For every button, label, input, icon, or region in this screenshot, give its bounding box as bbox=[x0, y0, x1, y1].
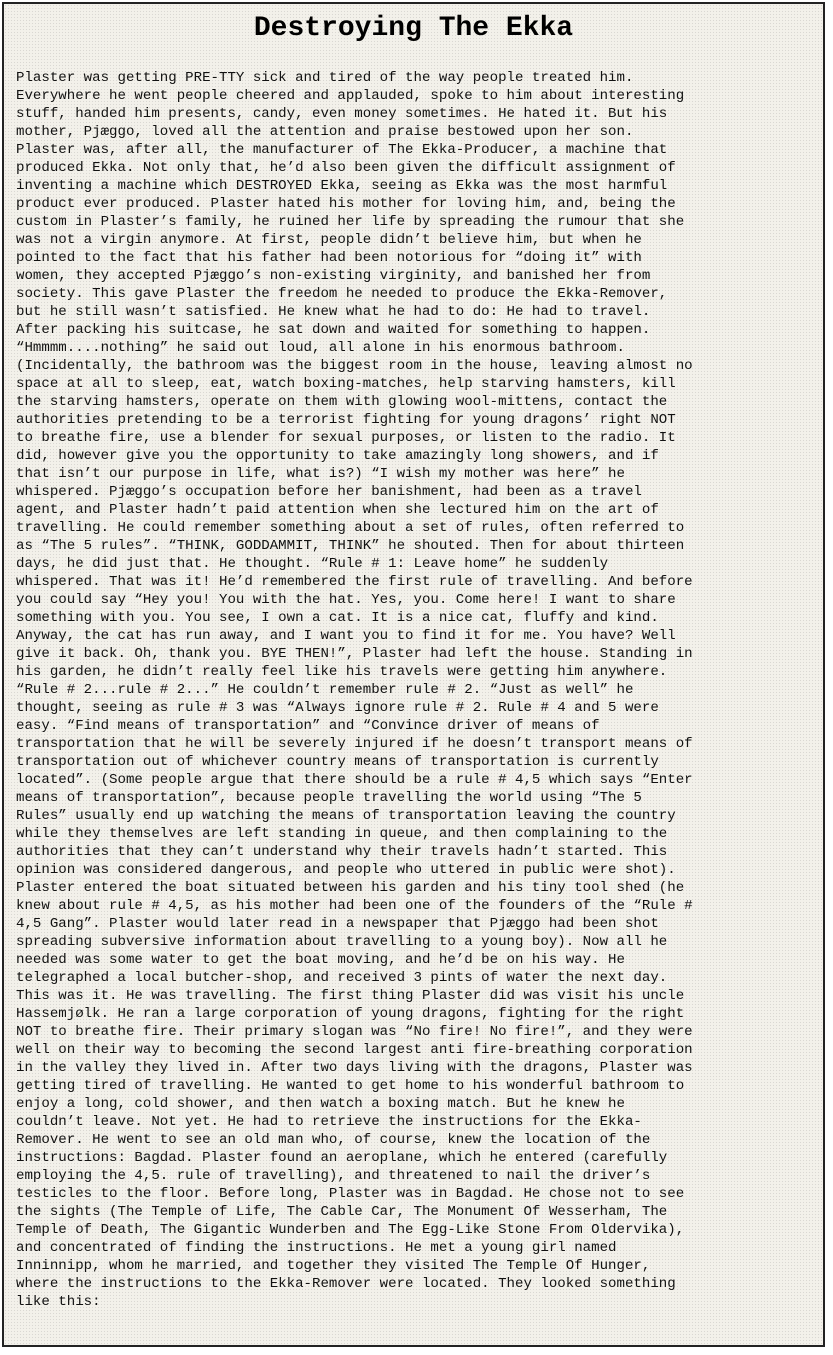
document-title: Destroying The Ekka bbox=[253, 13, 574, 44]
document-body: Plaster was getting PRE-TTY sick and tired of the way people treated him. Everywhere he went people cheered and applauded, spoke to him about interesting stuff, handed him presents, candy, even money sometimes. He hated it. But his mother, Pjæggo, loved all the attention and praise bestowed upon her son. Plaster was, after all, the manufacturer of The Ekka-Producer, a machine that produced Ekka. Not only that, he’d also been given the difficult assignment of inventing a machine which DESTROYED Ekka, seeing as Ekka was the most harmful product ever produced. Plaster hated his mother for loving him, and, being the custom in Plaster’s family, he ruined her life by spreading the rumour that she was not a virgin anymore. At first, people didn’t believe him, but when he pointed to the fact that his father had been notorious for “doing it” with women, they accepted Pjæggo’s non-existing virginity, and banished her from society. This gave Plaster the freedom he needed to produce the Ekka-Remover, but he still wasn’t satisfied. He knew what he had to do: He had to travel. After packing his suitcase, he sat down and waited for something to happen. “Hmmmm....nothing” he said out loud, all alone in his enormous bathroom. (Incidentally, the bathroom was the biggest room in the house, leaving almost no space at all to sleep, eat, watch boxing-matches, help starving hamsters, kill the starving hamsters, operate on them with glowing wool-mittens, contact the authorities pretending to be a terrorist fighting for young dragons’ right NOT to breathe fire, use a blender for sexual purposes, or listen to the radio. It did, however give you the opportunity to take amazingly long showers, and if that isn’t our purpose in life, what is?) “I wish my mother was here” he whispered. Pjæggo’s occupation before her banishment, had been as a travel agent, and Plaster hadn’t paid attention when she lectured him on the art of travelling. He could remember something about a set of rules, often referred to as “The 5 rules”. “THINK, GODDAMMIT, THINK” he shouted. Then for about thirteen days, he did just that. He thought. “Rule # 1: Leave home” he suddenly whispered. That was it! He’d remembered the first rule of travelling. And before you could say “Hey you! You with the hat. Yes, you. Come here! I want to share something with you. You see, I own a cat. It is a nice cat, fluffy and kind. Anyway, the cat has run away, and I want you to find it for me. You have? Well give it back. Oh, thank you. BYE THEN!”, Plaster had left the house. Standing in his garden, he didn’t really feel like his travels were getting him anywhere. “Rule # 2...rule # 2...” He couldn’t remember rule # 2. “Just as well” he thought, seeing as rule # 3 was “Always ignore rule # 2. Rule # 4 and 5 were easy. “Find means of transportation” and “Convince driver of means of transportation that he will be severely injured if he doesn’t transport means of transportation out of whichever country means of transportation is currently located”. (Some people argue that there should be a rule # 4,5 which says “Enter means of transportation”, because people travelling the world using “The 5 Rules” usually end up watching the means of transportation leaving the country while they themselves are left standing in queue, and then complaining to the authorities that they can’t understand why their travels hadn’t started. This opinion was considered dangerous, and people who uttered in public were shot). Plaster entered the boat situated between his garden and his tiny tool shed (he knew about rule # 4,5, as his mother had been one of the founders of the “Rule # 4,5 Gang”. Plaster would later read in a newspaper that Pjæggo had been shot spreading subversive information about travelling to a young boy). Now all he needed was some water to get the boat moving, and he’d be on his way. He telegraphed a local butcher-shop, and received 3 pints of water the next day. This was it. He was travelling. The first thing Plaster did was visit his uncle Hassemjølk. He ran a large corporation of young dragons, fighting for the right NOT to breathe fire. Their primary slogan was “No fire! No fire!”, and they were well on their way to becoming the second largest anti fire-breathing corporation in the valley they lived in. After two days living with the dragons, Plaster was getting tired of travelling. He wanted to get home to his wonderful bathroom to enjoy a long, cold shower, and then watch a boxing match. But he knew he couldn’t leave. Not yet. He had to retrieve the instructions for the Ekka- Remover. He went to see an old man who, of course, knew the location of the instructions: Bagdad. Plaster found an aeroplane, which he entered (carefully employing the 4,5. rule of travelling), and threatened to nail the driver’s testicles to the floor. Before long, Plaster was in Bagdad. He chose not to see the sights (The Temple of Life, The Cable Car, The Monument Of Wesserham, The Temple of Death, The Gigantic Wunderben and The Egg-Like Stone From Oldervika), and concentrated of finding the instructions. He met a young girl named Inninnipp, whom he married, and together they visited The Temple Of Hunger, where the instructions to the Ekka-Remover were located. They looked something like this: bbox=[16, 70, 693, 1310]
document-page bbox=[2, 2, 825, 1347]
